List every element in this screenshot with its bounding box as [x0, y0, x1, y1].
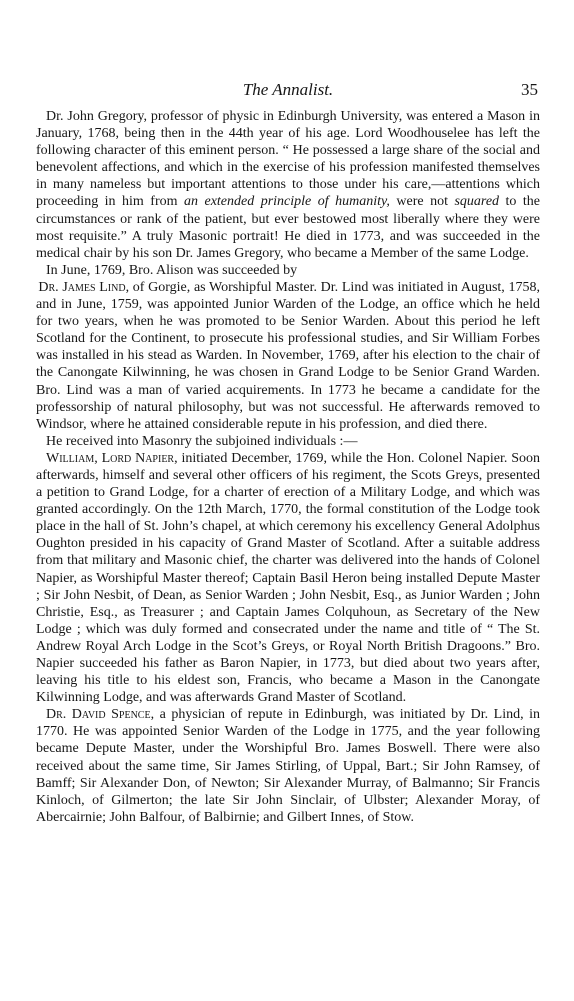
- running-title: The Annalist.: [242, 80, 334, 99]
- text-segment: Dr. John Gregory, professor of physic in Edinburgh University, was entered a Mason in January, 1768, being then in the 44th year of his age. Lord Woodhouselee has left the following character of this eminent person. “ He possessed a large share of the social and benevolent affections, and which in the exercise of his profession manifested themselves in many nameless but important attentions to those under his care,—attentions which proceeding in him from: [36, 109, 540, 210]
- name-heading: William, Lord Napier,: [46, 450, 178, 466]
- text-segment-italic: squared: [454, 194, 500, 210]
- paragraph-subjoined: [36, 433, 540, 450]
- paragraph-lind: [36, 279, 540, 433]
- paragraph-alison: [36, 262, 540, 279]
- text-segment: of Gorgie, as Worshipful Master. Dr. Lind was initiated in August, 1758, and in June, 1759, was appointed Junior Warden of the Lodge, an office which he held for two years, when he was promoted to be Senior Warden. About this period he left Scotland for the Continent, to prosecute his professional studies, and Sir William Forbes was installed in his stead as Warden. In November, 1769, after his election to the chair of the Canongate Kilwinning, he was chosen in Grand Lodge to be Senior Grand Warden. Bro. Lind was a man of varied acquirements. In 1773 he became a candidate for the professorship of natural philosophy, but was not successful. He afterwards removed to Windsor, where he attained considerable repute in his profession, and died there.: [36, 279, 540, 432]
- page-number: 35: [521, 80, 538, 99]
- text-segment: initiated December, 1769, while the Hon. Colonel Napier. Soon afterwards, himself and several other officers of his regiment, the Scots Greys, presented a petition to Grand Lodge, for a charter of erection of a Military Lodge, and which was granted accordingly. On the 12th March, 1770, the formal constitution of the Lodge took place in the hall of St. John’s chapel, at which ceremony his excellency General Adolphus Oughton presided in his capacity of Grand Master of Scotland. After a suitable address from that military and Masonic chief, the charter was delivered into the hands of Colonel Napier, as Worshipful Master thereof; Captain Basil Heron being installed Depute Master ; Sir John Nesbit, of Dean, as Senior Warden ; John Nesbit, Esq., as Junior Warden ; John Christie, Esq., as Treasurer ; and Captain James Colquhoun, as Secretary of the New Lodge ; which was duly formed and consecrated under the name and title of “ The St. Andrew Royal Arch Lodge in the Scot’s Greys, or Royal North British Dragoons.” Bro. Napier succeeded his father as Baron Napier, in 1773, but died about two years after, leaving his title to his eldest son, Francis, who became a Mason in the Canongate Kilwinning Lodge, and was afterwards Grand Master of Scotland.: [36, 450, 540, 706]
- name-heading: Dr. David Spence,: [46, 707, 155, 723]
- text-segment: He received into Masonry the subjoined individuals :—: [46, 433, 358, 449]
- page-body: [36, 108, 540, 826]
- name-heading: Dr. James Lind,: [38, 279, 130, 295]
- text-segment: a physician of repute in Edinburgh, was initiated by Dr. Lind, in 1770. He was appointed Senior Warden of the Lodge in 1775, and the year following became Depute Master, under the Worshipful Bro. James Boswell. There were also received about the same time, Sir James Stirling, of Uppal, Bart.; Sir John Ramsey, of Bamff; Sir Alexander Don, of Newton; Sir Alexander Murray, of Balmanno; Sir Francis Kinloch, of Gilmerton; the late Sir John Sinclair, of Ulbster; Alexander Moray, of Abercairnie; John Balfour, of Balbirnie; and Gilbert Innes, of Stow.: [36, 707, 540, 825]
- paragraph-gregory: [36, 108, 540, 262]
- paragraph-spence: [36, 706, 540, 826]
- paragraph-napier: [36, 450, 540, 706]
- text-segment: were not: [389, 194, 455, 210]
- text-segment: In June, 1769, Bro. Alison was succeeded by: [46, 262, 298, 278]
- text-segment-italic: an extended principle of humanity,: [184, 194, 390, 210]
- page-header: [38, 80, 538, 102]
- text-segment: to the circumstances or rank of the patient, but ever bestowed most liberally where they were most requisite.” A truly Masonic portrait! He died in 1773, and was succeeded in the medical chair by his son Dr. James Gregory, who became a Member of the same Lodge.: [36, 194, 541, 261]
